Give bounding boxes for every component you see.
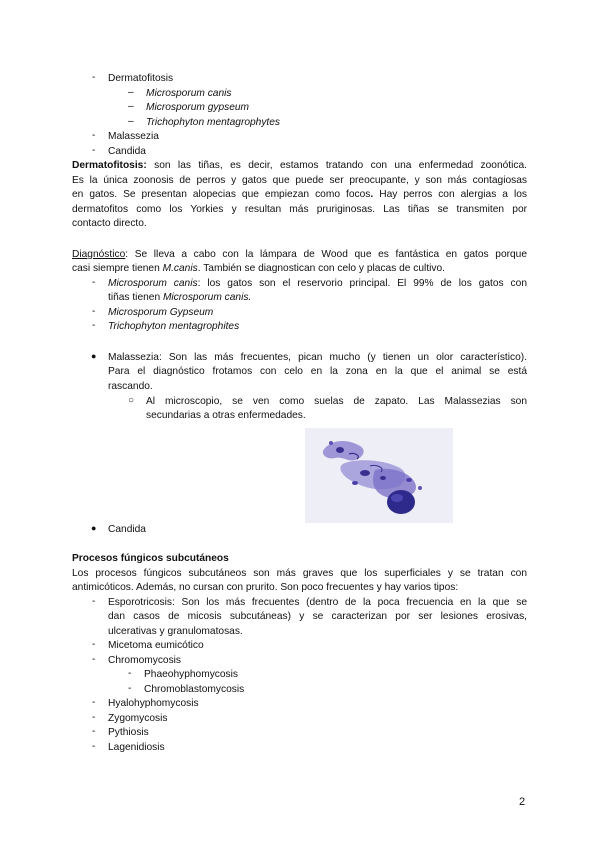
paragraph-line: rascando. — [108, 381, 153, 392]
paragraph-line: Es la única zoonosis de perros y gatos que puede ser preocupante, y son más contagiosas — [72, 175, 527, 186]
list-item: Pythiosis — [108, 727, 149, 738]
list-dash: - — [92, 741, 96, 752]
text-span: . También se diagnostican con celo y placas de cultivo. — [197, 263, 446, 274]
paragraph-line: ulcerativas y granulomatosas. — [108, 626, 243, 637]
text-span: tiñas tienen — [108, 292, 163, 303]
stain-dot — [380, 476, 386, 480]
stain-blob-dark — [387, 490, 415, 514]
stain-dot — [336, 447, 344, 453]
list-dash: - — [92, 639, 96, 650]
list-item: Lagenidiosis — [108, 742, 165, 753]
paragraph-line: antimicóticos. Además, no cursan con prurito. Son poco frecuentes y hay varios tipos: — [72, 582, 459, 593]
paragraph-line: secundarias a otras enfermedades. — [146, 410, 306, 421]
list-dash: - — [92, 697, 96, 708]
section-heading-subcutaneous: Procesos fúngicos subcutáneos — [72, 553, 229, 564]
list-dash: - — [92, 306, 96, 317]
sublist-item: Microsporum gypseum — [146, 102, 250, 113]
stain-dot — [406, 478, 412, 482]
text-span: son las tiñas, es decir, estamos tratando con una enfermedad zoonótica. — [146, 160, 527, 171]
bullet-dot: ● — [91, 523, 97, 533]
list-dash: - — [92, 712, 96, 723]
circle-bullet: ○ — [128, 395, 135, 406]
text-span: : los gatos son el reservorio principal. El 99% de los gatos con — [197, 278, 527, 289]
list-item-esporotricosis: Esporotricosis: Son los más frecuentes (dentro de la poca frecuencia en la que se — [108, 597, 527, 608]
stain-dot — [360, 470, 370, 476]
paragraph-line: Para el diagnóstico frotamos con celo en la zona en la que el animal se está — [108, 366, 527, 377]
paragraph-line: dan casos de micosis subcutáneas) y se caracterizan por ser lesiones erosivas, — [108, 611, 527, 622]
list-dash: – — [128, 87, 134, 98]
diag-item-canis — [108, 277, 527, 292]
stain-dot — [352, 481, 358, 485]
list-dash: - — [92, 596, 96, 607]
paragraph-line: Malassezia: Son las más frecuentes, pican mucho (y tienen un olor característico). — [108, 352, 527, 363]
list-dash: - — [92, 277, 96, 288]
list-item-dermatofitosis: Dermatofitosis — [108, 73, 174, 84]
text-span: casi siempre tienen — [72, 263, 163, 274]
text-span: Microsporum canis. — [162, 292, 252, 303]
text-span: . — [370, 189, 374, 200]
list-dash: - — [128, 683, 132, 694]
text-span: M.canis — [162, 263, 198, 274]
paragraph-line — [72, 159, 527, 174]
sublist-item: Microsporum canis — [146, 88, 232, 99]
list-item-malassezia: Malassezia — [108, 131, 159, 142]
list-dash: - — [92, 654, 96, 665]
paragraph-line: contacto directo. — [72, 218, 147, 229]
sublist-item: Phaeohyphomycosis — [144, 669, 239, 680]
list-dash: - — [92, 130, 96, 141]
list-item: Hyalohyphomycosis — [108, 698, 199, 709]
list-item-candida: Candida — [108, 146, 146, 157]
paragraph-line: Los procesos fúngicos subcutáneos son más graves que los superficiales y se tratan con — [72, 568, 527, 579]
list-item: Micetoma eumicótico — [108, 640, 204, 651]
list-item: Zygomycosis — [108, 713, 168, 724]
diag-item-trichophyton: Trichophyton mentagrophites — [108, 321, 240, 332]
sublist-item: Chromoblastomycosis — [144, 684, 245, 695]
paragraph-line — [72, 248, 527, 263]
paragraph-line — [72, 188, 527, 203]
paragraph-line — [72, 262, 527, 277]
bullet-dot: ● — [91, 351, 97, 361]
paragraph-line: Al microscopio, se ven como suelas de zapato. Las Malassezias son — [146, 396, 527, 407]
list-dash: - — [92, 145, 96, 156]
paragraph-line — [108, 291, 251, 306]
list-dash: - — [92, 726, 96, 737]
page-number: 2 — [519, 796, 526, 808]
paragraph-line: dermatofitos como los Yorkies y resultan más pruriginosas. Las tiñas se transmiten por — [72, 204, 527, 215]
list-dash: - — [92, 320, 96, 331]
list-dash: - — [92, 72, 96, 83]
list-dash: - — [128, 668, 132, 679]
text-span: Microsporum canis — [108, 278, 198, 289]
list-item: Chromomycosis — [108, 655, 182, 666]
section-heading-dermatofitosis: Dermatofitosis: — [72, 160, 147, 171]
text-span: : Se lleva a cabo con la lámpara de Wood que es fantástica en gatos porque — [125, 249, 527, 260]
stain-blob-highlight — [391, 494, 403, 502]
stain-dot — [418, 486, 422, 490]
list-dash: – — [128, 116, 134, 127]
malassezia-micrograph-image — [305, 428, 453, 523]
text-span: en gatos. Se presentan alopecias que empiezan como focos — [72, 189, 371, 200]
sublist-item: Trichophyton mentagrophytes — [146, 117, 281, 128]
list-dash: – — [128, 101, 134, 112]
list-item-candida-bullet: Candida — [108, 524, 146, 535]
stain-dot — [329, 441, 333, 445]
text-span: Hay perros con alergias a los — [373, 189, 527, 200]
diagnostico-label: Diagnóstico — [72, 249, 126, 260]
diag-item-gypseum: Microsporum Gypseum — [108, 307, 214, 318]
